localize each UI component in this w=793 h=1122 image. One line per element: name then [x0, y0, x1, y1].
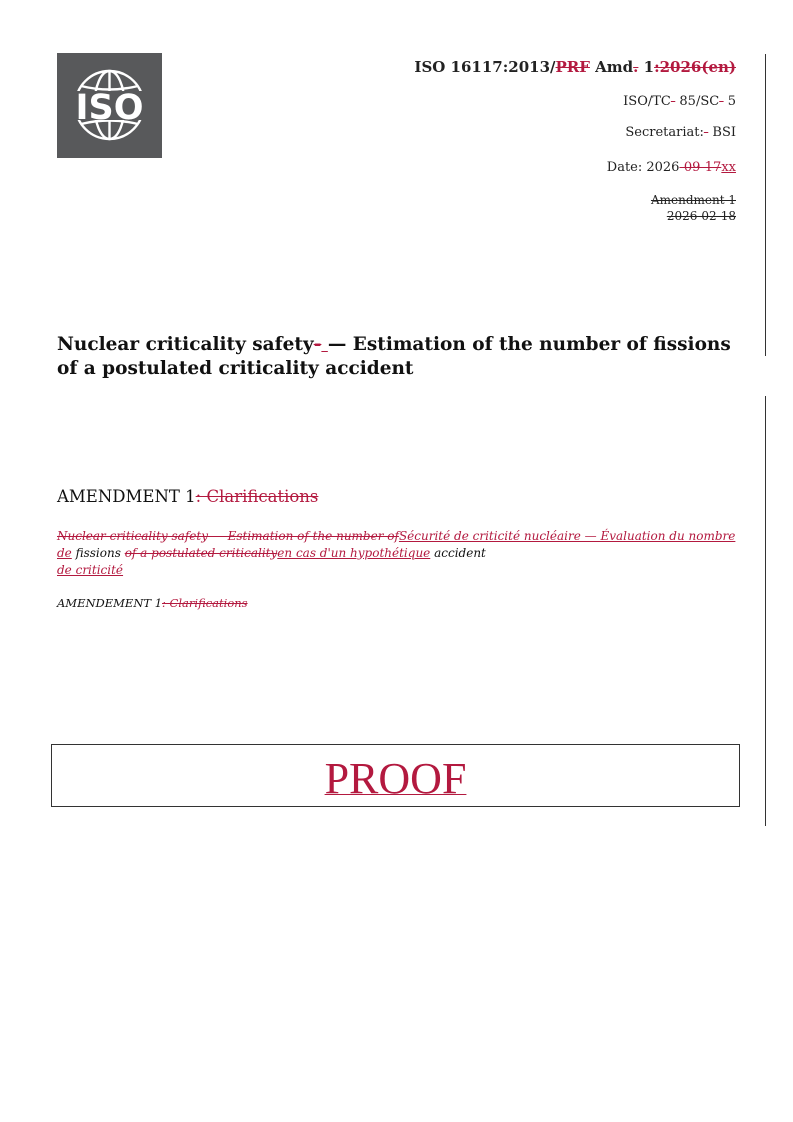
change-bar-bottom: [765, 396, 766, 826]
iso-logo-text: ISO: [75, 88, 144, 128]
proof-text: PROOF: [324, 754, 467, 803]
amendment-heading: AMENDMENT 1: Clarifications: [57, 487, 319, 506]
french-title: Nuclear criticality safety — Estimation of the number ofSécurité de criticité nucléaire — Évaluation du nombre de fissions of a postulated criticalityen cas d'un hypothétique accident de criticité: [57, 529, 736, 577]
deleted-year: :2026(en): [654, 58, 736, 76]
iso-globe-icon: [57, 53, 162, 158]
document-date: Date: 2026-09-17xx: [606, 160, 736, 175]
deleted-prf: PRF: [555, 58, 590, 76]
french-amendment-heading: AMENDEMENT 1: Clarifications: [57, 596, 248, 610]
technical-committee: ISO/TC- 85/SC- 5: [623, 94, 736, 109]
proof-stamp: [51, 744, 740, 807]
deleted-dot: .: [633, 58, 639, 76]
deleted-clarifications: : Clarifications: [195, 487, 319, 506]
document-reference: ISO 16117:2013/PRF Amd. 1:2026(en): [414, 58, 736, 76]
iso-logo: [57, 53, 162, 158]
deleted-stage-date: 2026-02-18: [666, 209, 736, 223]
change-bar-top: [765, 54, 766, 356]
document-title: Nuclear criticality safety- — Estimation of the number of fissions of a postulated criticality accident: [57, 334, 731, 379]
secretariat: Secretariat:- BSI: [625, 125, 736, 140]
deleted-stage-amendment: Amendment 1: [650, 193, 736, 207]
